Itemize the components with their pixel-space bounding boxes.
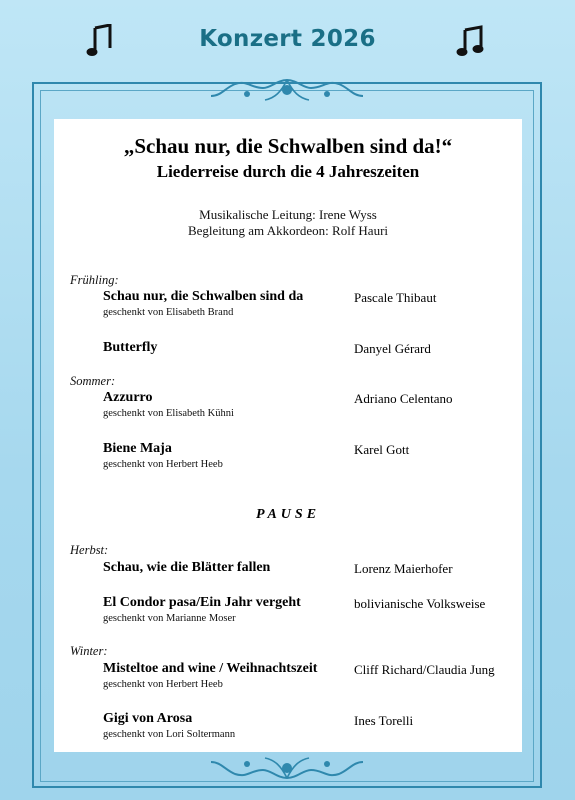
credit-line: Musikalische Leitung: Irene Wyss bbox=[199, 207, 377, 222]
song-title: Misteltoe and wine / Weihnachtszeit bbox=[103, 661, 318, 676]
song-title: Biene Maja bbox=[103, 441, 172, 456]
season-heading: Frühling: bbox=[70, 273, 119, 287]
song-composer: Pascale Thibaut bbox=[354, 290, 437, 305]
song-gift: geschenkt von Lori Soltermann bbox=[103, 729, 236, 740]
song-gift: geschenkt von Marianne Moser bbox=[103, 613, 236, 624]
season-heading: Winter: bbox=[70, 644, 108, 658]
ornament-icon bbox=[207, 752, 367, 782]
song-gift: geschenkt von Elisabeth Kühni bbox=[103, 408, 234, 419]
song-gift: geschenkt von Herbert Heeb bbox=[103, 679, 223, 690]
season-heading: Sommer: bbox=[70, 374, 116, 388]
song-composer: bolivianische Volksweise bbox=[354, 596, 486, 611]
pause-label: PAUSE bbox=[255, 507, 321, 522]
program-title: „Schau nur, die Schwalben sind da!“ bbox=[123, 134, 453, 158]
song-composer: Ines Torelli bbox=[354, 713, 414, 728]
program-subtitle: Liederreise durch die 4 Jahreszeiten bbox=[156, 162, 420, 181]
song-gift: geschenkt von Herbert Heeb bbox=[103, 459, 223, 470]
song-title: Gigi von Arosa bbox=[103, 711, 193, 726]
song-title: El Condor pasa/Ein Jahr vergeht bbox=[103, 595, 301, 610]
song-composer: Danyel Gérard bbox=[354, 341, 431, 356]
page-title: Konzert 2026 bbox=[199, 26, 376, 52]
song-title: Butterfly bbox=[103, 340, 158, 355]
season-heading: Herbst: bbox=[70, 543, 109, 557]
song-title: Schau nur, die Schwalben sind da bbox=[103, 289, 304, 304]
song-composer: Adriano Celentano bbox=[354, 391, 453, 406]
credit-line: Begleitung am Akkordeon: Rolf Hauri bbox=[187, 223, 389, 238]
song-title: Azzurro bbox=[103, 390, 153, 405]
song-gift: geschenkt von Elisabeth Brand bbox=[103, 307, 234, 318]
music-note-icon bbox=[456, 24, 486, 58]
ornament-icon bbox=[207, 76, 367, 106]
song-title: Schau, wie die Blätter fallen bbox=[103, 560, 271, 575]
song-composer: Karel Gott bbox=[354, 442, 410, 457]
song-composer: Lorenz Maierhofer bbox=[354, 561, 453, 576]
song-composer: Cliff Richard/Claudia Jung bbox=[354, 662, 495, 677]
